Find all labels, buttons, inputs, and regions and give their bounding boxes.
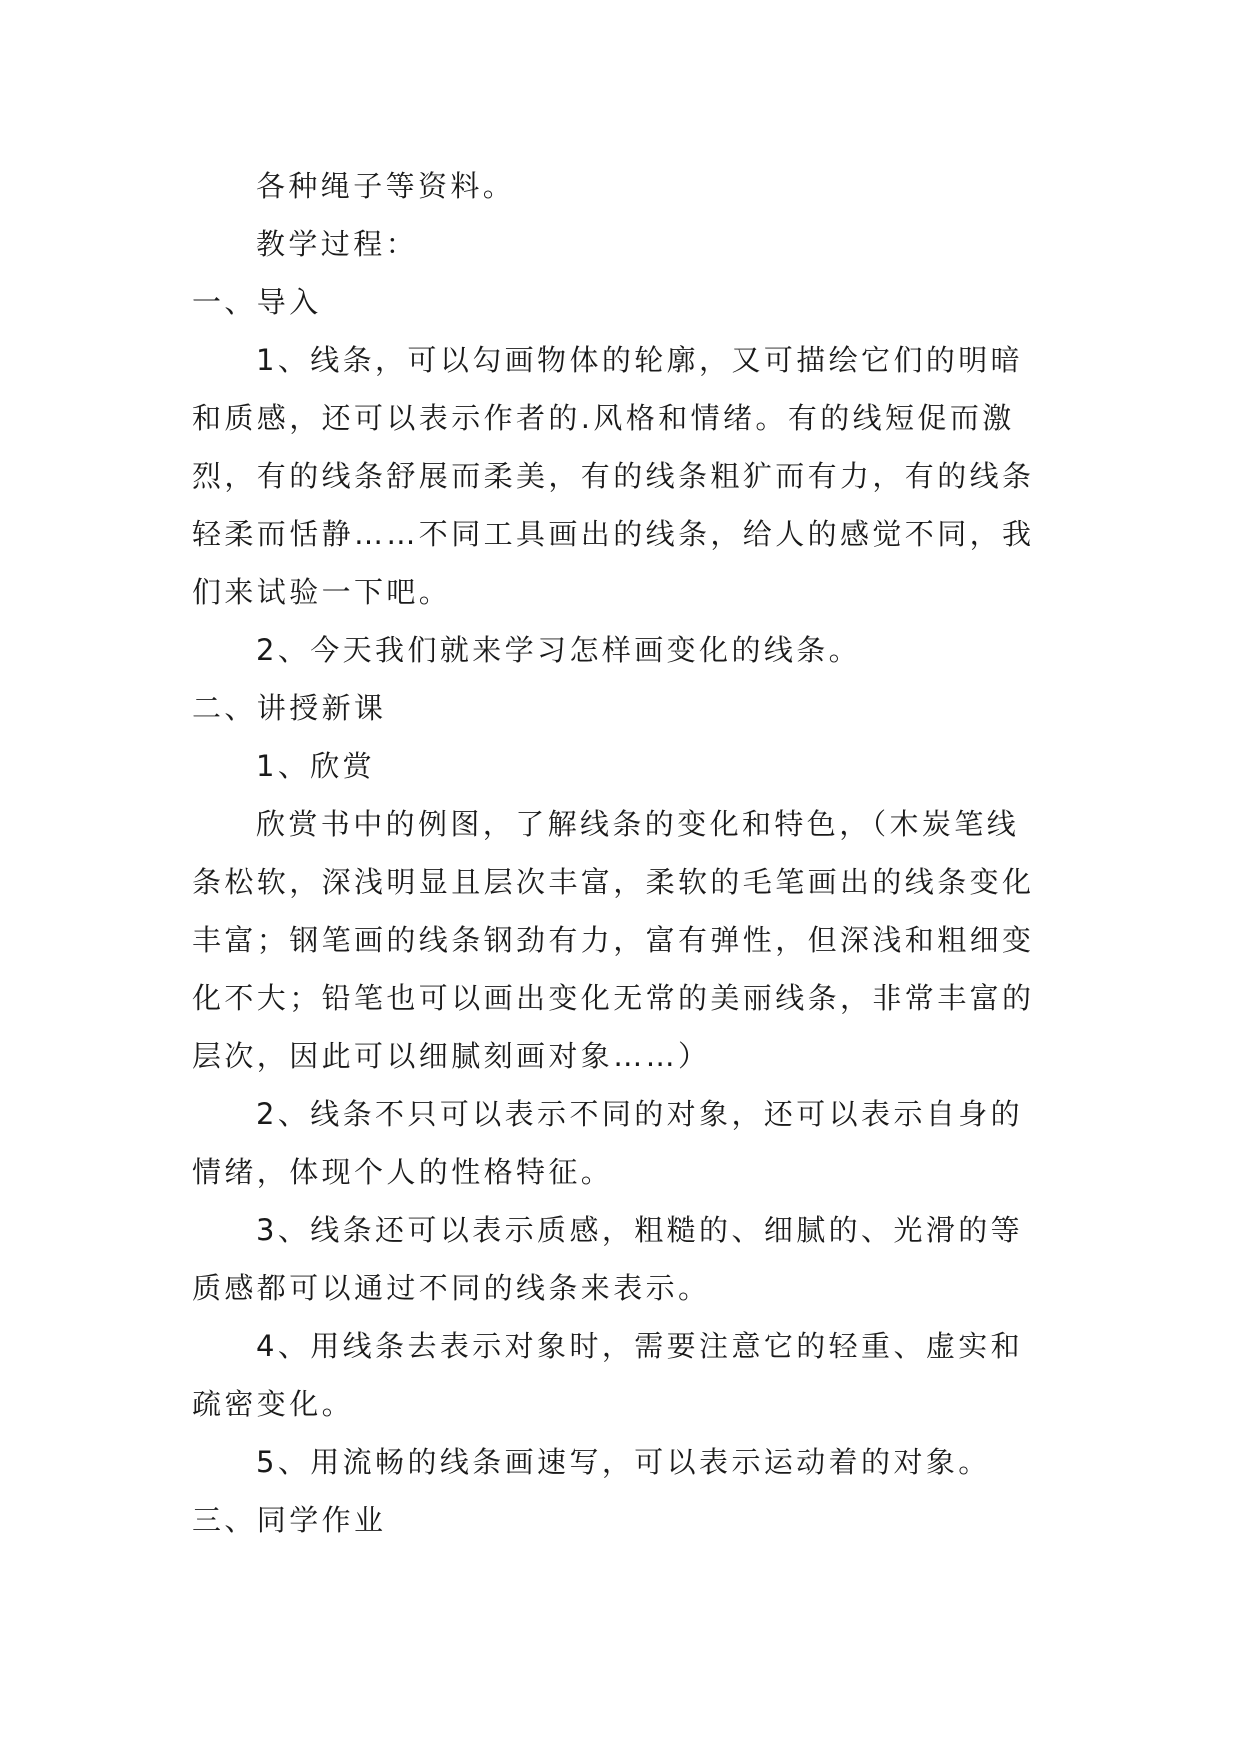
- section-heading-new-lesson: 二、讲授新课: [192, 691, 387, 725]
- text-line: 层次，因此可以细腻刻画对象……）: [192, 1039, 711, 1073]
- text-line: 3、线条还可以表示质感，粗糙的、细腻的、光滑的等: [256, 1213, 1024, 1247]
- text-line-materials: 各种绳子等资料。: [256, 169, 516, 203]
- section-heading-intro: 一、导入: [192, 285, 322, 319]
- text-line: 丰富；钢笔画的线条钢劲有力，富有弹性，但深浅和粗细变: [192, 923, 1035, 957]
- text-line-teaching-process: 教学过程：: [256, 227, 419, 261]
- text-line: 5、用流畅的线条画速写，可以表示运动着的对象。: [256, 1445, 991, 1479]
- text-line: 2、线条不只可以表示不同的对象，还可以表示自身的: [256, 1097, 1024, 1131]
- text-line: 轻柔而恬静……不同工具画出的线条，给人的感觉不同，我: [192, 517, 1035, 551]
- text-line: 情绪，体现个人的性格特征。: [192, 1155, 614, 1189]
- subheading-appreciation: 1、欣赏: [256, 749, 376, 783]
- text-line: 2、今天我们就来学习怎样画变化的线条。: [256, 633, 862, 667]
- text-line: 1、线条，可以勾画物体的轮廓，又可描绘它们的明暗: [256, 343, 1024, 377]
- text-line: 烈，有的线条舒展而柔美，有的线条粗犷而有力，有的线条: [192, 459, 1035, 493]
- text-line: 质感都可以通过不同的线条来表示。: [192, 1271, 711, 1305]
- section-heading-homework: 三、同学作业: [192, 1503, 387, 1537]
- text-line: 化不大；铅笔也可以画出变化无常的美丽线条，非常丰富的: [192, 981, 1035, 1015]
- text-line: 条松软，深浅明显且层次丰富，柔软的毛笔画出的线条变化: [192, 865, 1035, 899]
- text-line: 和质感，还可以表示作者的.风格和情绪。有的线短促而激: [192, 401, 1015, 435]
- text-line: 4、用线条去表示对象时，需要注意它的轻重、虚实和: [256, 1329, 1024, 1363]
- text-line: 欣赏书中的例图，了解线条的变化和特色，（木炭笔线: [256, 807, 1020, 841]
- text-line: 疏密变化。: [192, 1387, 355, 1421]
- text-line: 们来试验一下吧。: [192, 575, 452, 609]
